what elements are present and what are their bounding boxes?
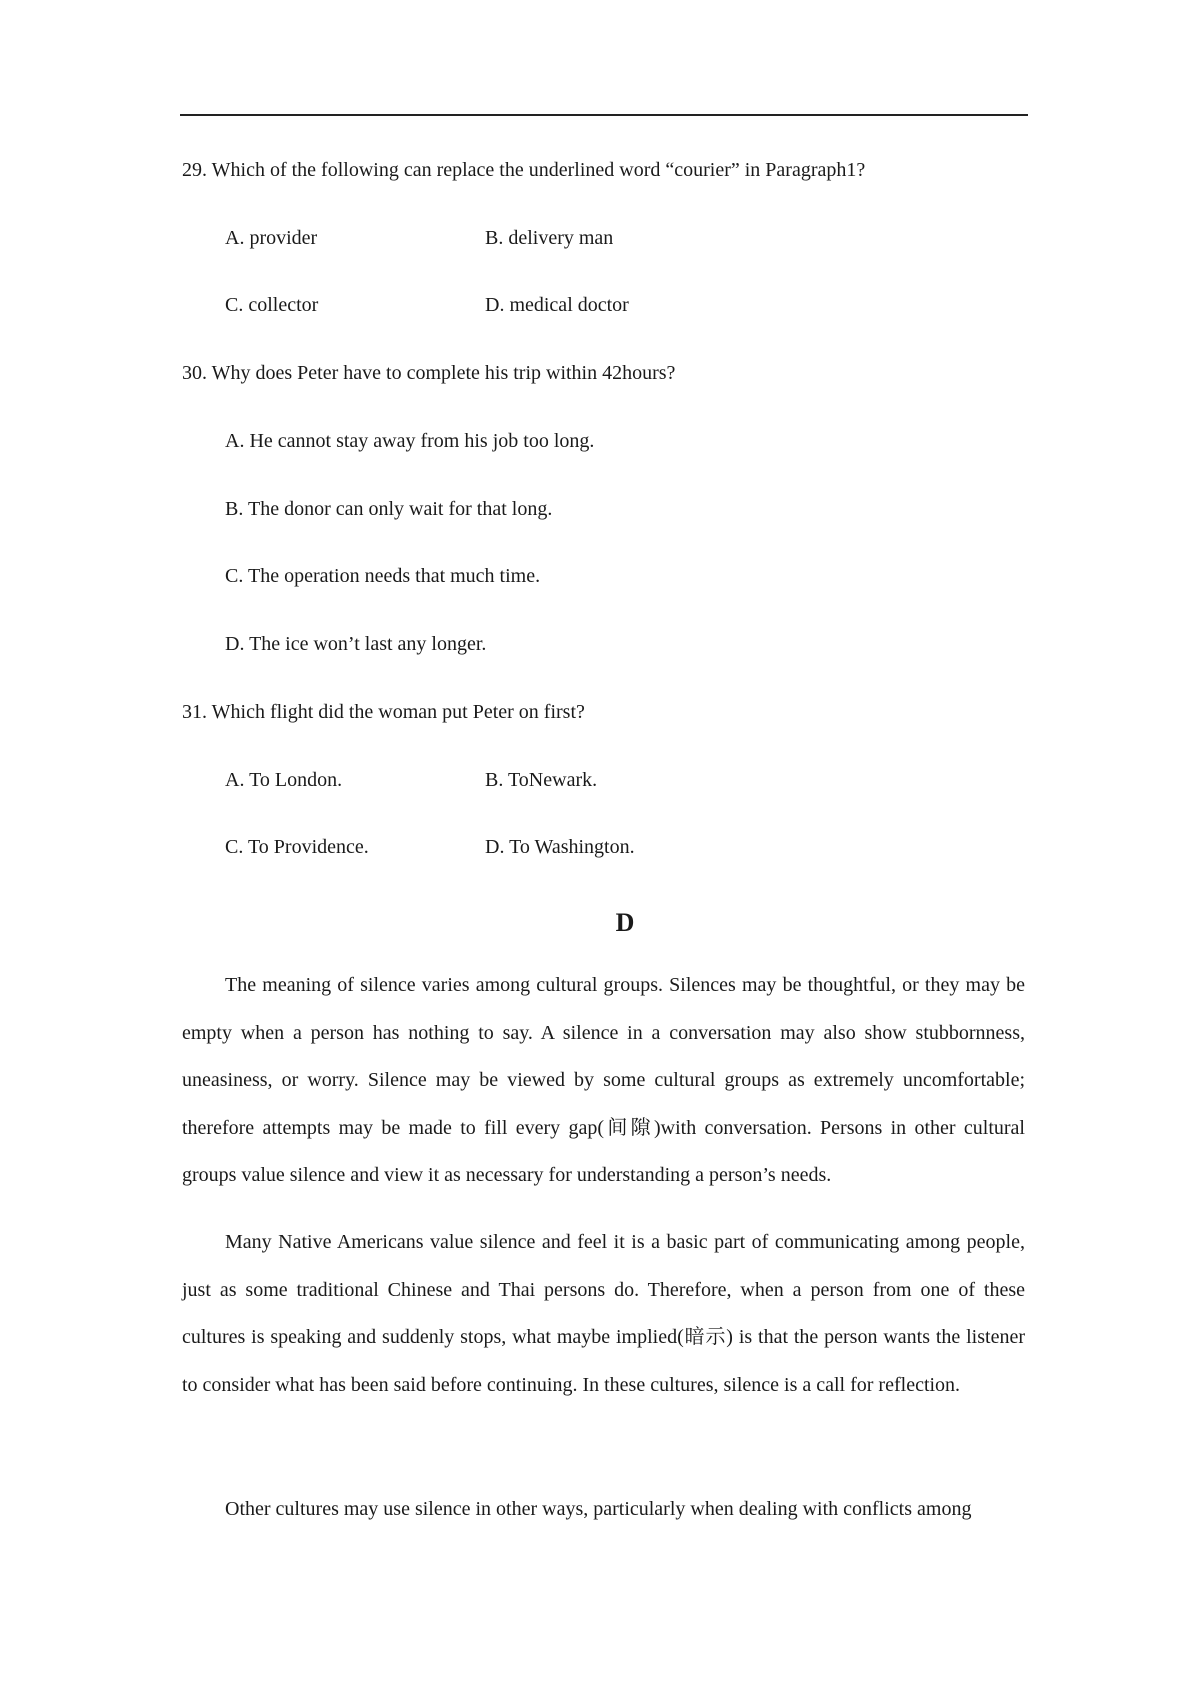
question-number: 29. xyxy=(182,159,207,181)
question-number: 31. xyxy=(182,701,207,723)
paragraph-1: The meaning of silence varies among cultural groups. Silences may be thoughtful, or they may be empty when a person has nothing to say. A silence in a conversation may also show stubbornness, uneasiness, or worry. Silence may be viewed by some cultural groups as extremely uncomfortable; therefore attempts may be made to fill every gap(间隙)with conversation. Persons in other cultural groups value silence and view it as necessary for understanding a person’s needs. xyxy=(182,974,1025,1186)
question-31 xyxy=(182,700,585,724)
option-31-a: A. To London. xyxy=(225,769,343,791)
question-number: 30. xyxy=(182,362,207,384)
paragraph-2: Many Native Americans value silence and feel it is a basic part of communicating among people, just as some traditional Chinese and Thai persons do. Therefore, when a person from one of these cultures is speaking and suddenly stops, what maybe implied(暗示) is that the person wants the listener to consider what has been said before continuing. In these cultures, silence is a call for reflection. xyxy=(182,1231,1025,1396)
question-text: Why does Peter have to complete his trip within 42hours? xyxy=(211,362,676,384)
option-31-b: B. ToNewark. xyxy=(485,769,598,791)
option-30-b: B. The donor can only wait for that long. xyxy=(225,498,553,520)
section-title: D xyxy=(615,908,635,937)
option-29-a: A. provider xyxy=(225,227,318,249)
header-rule xyxy=(180,114,1028,116)
option-29-c: C. collector xyxy=(225,294,319,316)
option-29-d: D. medical doctor xyxy=(485,294,629,316)
paragraph-3: Other cultures may use silence in other ways, particularly when dealing with conflicts among xyxy=(225,1498,972,1520)
option-29-b: B. delivery man xyxy=(485,227,614,249)
question-29 xyxy=(182,158,865,182)
question-30 xyxy=(182,361,675,385)
option-31-c: C. To Providence. xyxy=(225,836,369,858)
option-30-d: D. The ice won’t last any longer. xyxy=(225,633,487,655)
option-30-c: C. The operation needs that much time. xyxy=(225,565,541,587)
option-31-d: D. To Washington. xyxy=(485,836,635,858)
option-30-a: A. He cannot stay away from his job too long. xyxy=(225,430,595,452)
question-text: Which flight did the woman put Peter on first? xyxy=(211,701,585,723)
question-text: Which of the following can replace the underlined word “courier” in Paragraph1? xyxy=(211,159,866,181)
